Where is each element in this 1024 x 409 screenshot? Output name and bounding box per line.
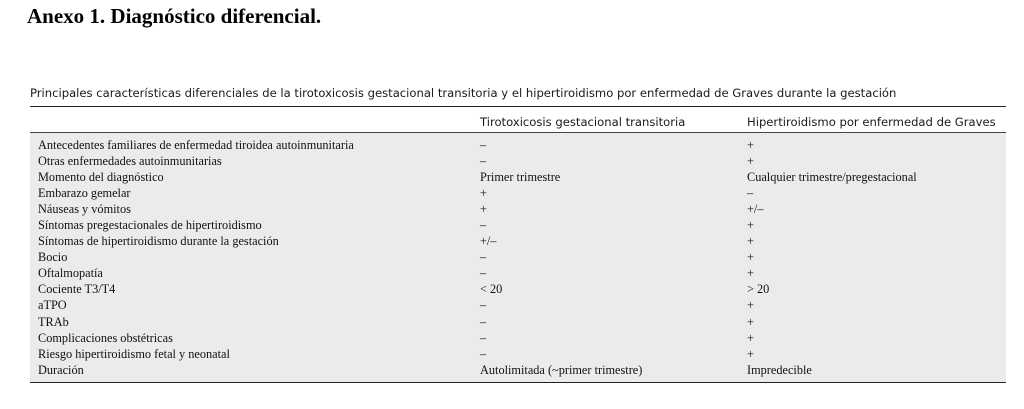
row-graves-value: + bbox=[747, 298, 754, 313]
table-row bbox=[30, 347, 1006, 363]
page-heading: Anexo 1. Diagnóstico diferencial. bbox=[27, 4, 322, 28]
row-feature: Embarazo gemelar bbox=[38, 186, 131, 201]
row-tirotoxicosis-value: < 20 bbox=[480, 282, 503, 297]
row-graves-value: + bbox=[747, 154, 754, 169]
row-graves-value: Cualquier trimestre/pregestacional bbox=[747, 170, 917, 185]
row-tirotoxicosis-value: Autolimitada (~primer trimestre) bbox=[480, 362, 643, 377]
row-feature: Oftalmopatía bbox=[38, 266, 103, 281]
table-row bbox=[30, 250, 1006, 266]
table-row bbox=[30, 154, 1006, 170]
table-row bbox=[30, 282, 1006, 298]
row-tirotoxicosis-value: + bbox=[480, 202, 487, 217]
row-feature: TRAb bbox=[38, 314, 69, 329]
row-graves-value: + bbox=[747, 346, 754, 361]
row-feature: Bocio bbox=[38, 250, 68, 265]
row-feature: Riesgo hipertiroidismo fetal y neonatal bbox=[38, 346, 230, 361]
row-tirotoxicosis-value: – bbox=[480, 266, 487, 281]
table-row bbox=[30, 218, 1006, 234]
row-tirotoxicosis-value: Primer trimestre bbox=[480, 170, 561, 185]
header-tirotoxicosis: Tirotoxicosis gestacional transitoria bbox=[480, 115, 686, 129]
table-row bbox=[30, 202, 1006, 218]
row-tirotoxicosis-value: +/– bbox=[480, 234, 497, 249]
row-feature: Síntomas de hipertiroidismo durante la gestación bbox=[38, 234, 279, 249]
row-feature: Antecedentes familiares de enfermedad tiroidea autoinmunitaria bbox=[38, 138, 354, 152]
row-graves-value: + bbox=[747, 218, 754, 233]
row-graves-value: + bbox=[747, 330, 754, 345]
row-feature: Náuseas y vómitos bbox=[38, 202, 131, 217]
row-feature: Síntomas pregestacionales de hipertiroidismo bbox=[38, 218, 262, 233]
row-graves-value: + bbox=[747, 266, 754, 281]
table-row bbox=[30, 298, 1006, 314]
row-feature: Cociente T3/T4 bbox=[38, 282, 116, 297]
row-graves-value: + bbox=[747, 138, 754, 152]
table-row bbox=[30, 138, 1006, 154]
row-feature: aTPO bbox=[38, 298, 67, 313]
row-feature: Complicaciones obstétricas bbox=[38, 330, 173, 345]
row-tirotoxicosis-value: + bbox=[480, 186, 487, 201]
row-feature: Duración bbox=[38, 362, 84, 377]
table-row bbox=[30, 266, 1006, 282]
row-feature: Otras enfermedades autoinmunitarias bbox=[38, 154, 222, 169]
table-row bbox=[30, 234, 1006, 250]
table-header-row bbox=[30, 107, 1006, 133]
row-feature: Momento del diagnóstico bbox=[38, 170, 164, 185]
row-graves-value: + bbox=[747, 250, 754, 265]
row-tirotoxicosis-value: – bbox=[480, 298, 487, 313]
row-tirotoxicosis-value: – bbox=[480, 154, 487, 169]
table-row bbox=[30, 170, 1006, 186]
table-row bbox=[30, 363, 1006, 379]
row-tirotoxicosis-value: – bbox=[480, 250, 487, 265]
row-graves-value: + bbox=[747, 314, 754, 329]
row-tirotoxicosis-value: – bbox=[480, 314, 487, 329]
table-body bbox=[30, 133, 1006, 382]
row-tirotoxicosis-value: – bbox=[480, 346, 487, 361]
row-tirotoxicosis-value: – bbox=[480, 138, 487, 152]
table-row bbox=[30, 315, 1006, 331]
table-row bbox=[30, 331, 1006, 347]
row-tirotoxicosis-value: – bbox=[480, 218, 487, 233]
row-tirotoxicosis-value: – bbox=[480, 330, 487, 345]
differential-diagnosis-table bbox=[30, 106, 1006, 383]
table-caption: Principales características diferenciales de la tirotoxicosis gestacional transitoria y el hipertiroidismo por enfermedad de Graves durante la gestación bbox=[30, 86, 897, 100]
row-graves-value: +/– bbox=[747, 202, 764, 217]
row-graves-value: > 20 bbox=[747, 282, 770, 297]
table-row bbox=[30, 186, 1006, 202]
header-graves: Hipertiroidismo por enfermedad de Graves bbox=[747, 115, 996, 129]
row-graves-value: + bbox=[747, 234, 754, 249]
row-graves-value: – bbox=[747, 186, 754, 201]
row-graves-value: Impredecible bbox=[747, 362, 812, 377]
